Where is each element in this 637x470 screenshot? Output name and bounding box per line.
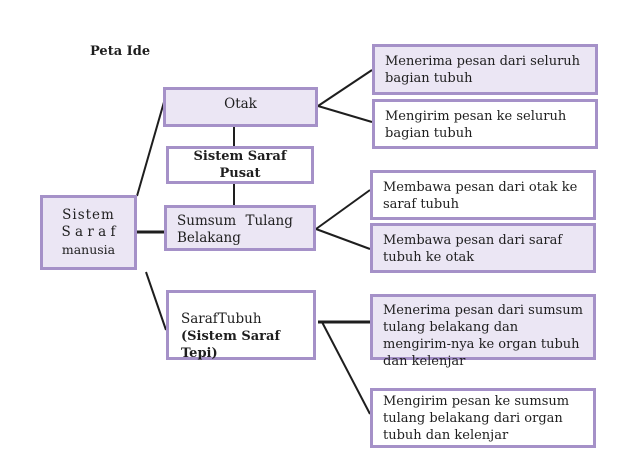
node-sistem-saraf-manusia [40, 195, 137, 270]
line-root-otak [137, 102, 164, 196]
line-otak-f1 [318, 70, 372, 106]
line-sumsum-f1 [316, 190, 370, 229]
node-tepi-fungsi-2: Mengirim pesan ke sumsum tulang belakang dari organ tubuh dan kelenjar [370, 388, 596, 448]
node-sumsum-tulang-belakang: Sumsum Tulang Belakang [164, 205, 316, 251]
line-otak-f2 [318, 106, 372, 122]
tepi-label-2: (Sistem Saraf Tepi) [181, 329, 281, 361]
node-sistem-saraf-pusat: Sistem Saraf Pusat [166, 146, 314, 184]
node-tepi-fungsi-1: Menerima pesan dari sumsum tulang belakang dan mengirim-nya ke organ tubuh dan kelenjar [370, 294, 596, 360]
line-sumsum-f2 [316, 229, 370, 249]
tepi-label-1: SarafTubuh [181, 311, 262, 327]
node-otak-fungsi-1: Menerima pesan dari seluruh bagian tubuh [372, 44, 598, 95]
root-label-1: Sistem [62, 207, 115, 223]
node-otak-fungsi-2: Mengirim pesan ke seluruh bagian tubuh [372, 99, 598, 149]
node-otak: Otak [163, 87, 318, 127]
node-sumsum-fungsi-2: Membawa pesan dari saraf tubuh ke otak [370, 223, 596, 273]
root-label-2: S a r a f [61, 224, 116, 240]
root-label-3: manusia [61, 242, 116, 257]
node-saraf-tubuh [166, 290, 316, 360]
line-root-tepi [146, 272, 166, 330]
node-sumsum-fungsi-1: Membawa pesan dari otak ke saraf tubuh [370, 170, 596, 220]
page-title: Peta Ide [90, 44, 151, 59]
line-tepi-f2 [322, 322, 370, 414]
